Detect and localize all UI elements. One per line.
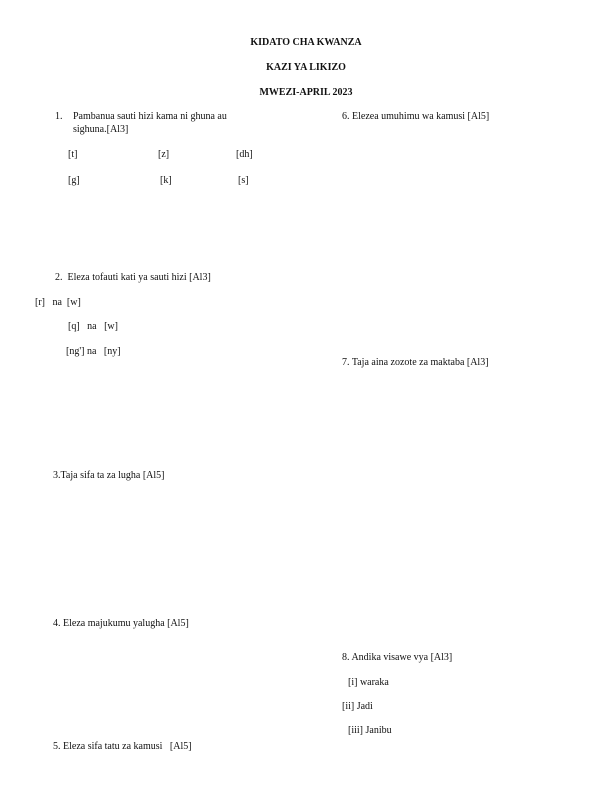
q6-text: 6. Elezea umuhimu wa kamusi [Al5]: [342, 111, 490, 122]
q8-item: [ii] Jadi: [342, 701, 373, 712]
q1-sound: [k]: [160, 175, 172, 186]
q1-sound: [z]: [158, 149, 170, 160]
q3-text: 3.Taja sifa ta za lugha [Al5]: [53, 470, 165, 481]
document-date: MWEZI-APRIL 2023: [259, 87, 353, 98]
q1-sound: [t]: [68, 149, 78, 160]
q1-sound: [g]: [68, 175, 80, 186]
q1-text-line1: Pambanua sauti hizi kama ni ghuna au: [73, 111, 227, 122]
q4-text: 4. Eleza majukumu yalugha [Al5]: [53, 618, 189, 629]
document-title: KIDATO CHA KWANZA: [250, 37, 362, 48]
q8-item: [iii] Janibu: [348, 725, 392, 736]
q2-pair: [r] na [w]: [35, 297, 81, 308]
q2-pair: [ng'] na [ny]: [66, 346, 121, 357]
q2-pair: [q] na [w]: [68, 321, 118, 332]
document-subtitle: KAZI YA LIKIZO: [266, 62, 346, 73]
q8-item: [i] waraka: [348, 677, 389, 688]
q7-text: 7. Taja aina zozote za maktaba [Al3]: [342, 357, 489, 368]
q8-text: 8. Andika visawe vya [Al3]: [342, 652, 453, 663]
q1-sound: [s]: [238, 175, 249, 186]
q1-text-line2: sighuna.[Al3]: [73, 124, 129, 135]
q2-text: 2. Eleza tofauti kati ya sauti hizi [Al3]: [55, 272, 211, 283]
q5-text: 5. Eleza sifa tatu za kamusi [Al5]: [53, 741, 192, 752]
q1-number: 1.: [55, 111, 63, 122]
q1-sound: [dh]: [236, 149, 253, 160]
